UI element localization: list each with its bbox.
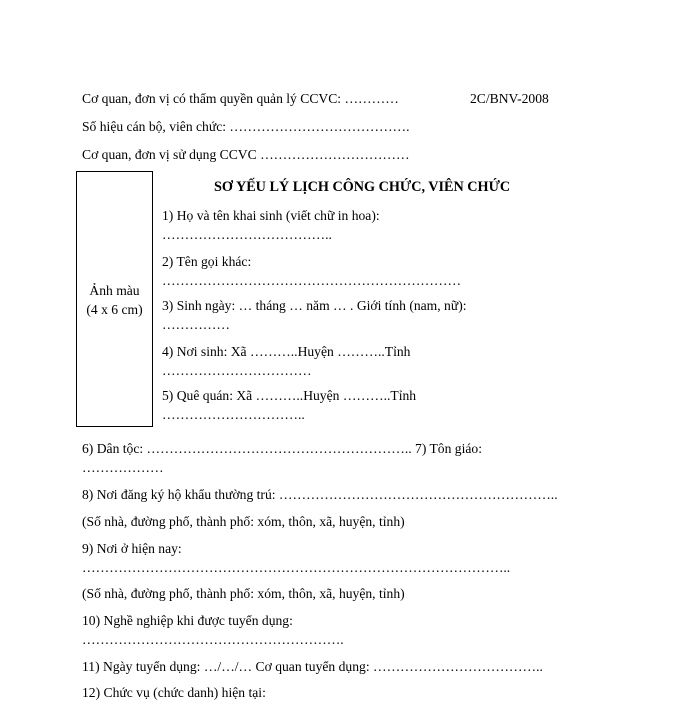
field-6-dots: ……………… xyxy=(82,460,164,475)
field-8-label: 8) Nơi đăng ký hộ khẩu thường trú: …………………………………………………….. xyxy=(82,487,558,502)
field-2-label: 2) Tên gọi khác: xyxy=(162,254,252,269)
field-6-label: 6) Dân tộc: ………………………………………………….. 7) Tôn giáo: xyxy=(82,441,482,456)
field-1-label: 1) Họ và tên khai sinh (viết chữ in hoa): xyxy=(162,208,380,223)
field-9-note: (Số nhà, đường phố, thành phố: xóm, thôn, xã, huyện, tỉnh) xyxy=(82,586,405,601)
field-9-dots: ………………………………………………………………………………….. xyxy=(82,560,511,575)
managing-agency-line: Cơ quan, đơn vị có thẩm quyền quản lý CCVC: ………… xyxy=(82,91,399,106)
field-4-label: 4) Nơi sinh: Xã ………..Huyện ………..Tỉnh xyxy=(162,344,411,359)
form-code: 2C/BNV-2008 xyxy=(470,91,549,106)
field-5-label: 5) Quê quán: Xã ………..Huyện ………..Tỉnh xyxy=(162,388,417,403)
field-3-dots: …………… xyxy=(162,317,230,332)
field-5-dots: ………………………….. xyxy=(162,407,305,422)
photo-label: Ảnh màu xyxy=(89,283,140,298)
form-title: SƠ YẾU LÝ LỊCH CÔNG CHỨC, VIÊN CHỨC xyxy=(214,179,511,195)
field-2-dots: ………………………………………………………… xyxy=(162,273,462,288)
field-4-dots: …………………………… xyxy=(162,363,312,378)
field-8-note: (Số nhà, đường phố, thành phố: xóm, thôn, xã, huyện, tỉnh) xyxy=(82,514,405,529)
field-12-label: 12) Chức vụ (chức danh) hiện tại: xyxy=(82,685,266,700)
using-agency-line: Cơ quan, đơn vị sử dụng CCVC …………………………… xyxy=(82,147,410,162)
photo-box xyxy=(76,171,153,427)
employee-number-line: Số hiệu cán bộ, viên chức: …………………………………. xyxy=(82,119,410,134)
field-11-label: 11) Ngày tuyển dụng: …/…/… Cơ quan tuyển dụng: ……………………………….. xyxy=(82,659,543,674)
field-3-label: 3) Sinh ngày: … tháng … năm … . Giới tính (nam, nữ): xyxy=(162,298,467,313)
field-9-label: 9) Nơi ở hiện nay: xyxy=(82,541,182,556)
field-10-dots: …………………………………………………. xyxy=(82,632,344,647)
field-10-label: 10) Nghề nghiệp khi được tuyển dụng: xyxy=(82,613,293,628)
field-1-dots: ……………………………….. xyxy=(162,227,332,242)
photo-size-label: (4 x 6 cm) xyxy=(86,302,143,317)
